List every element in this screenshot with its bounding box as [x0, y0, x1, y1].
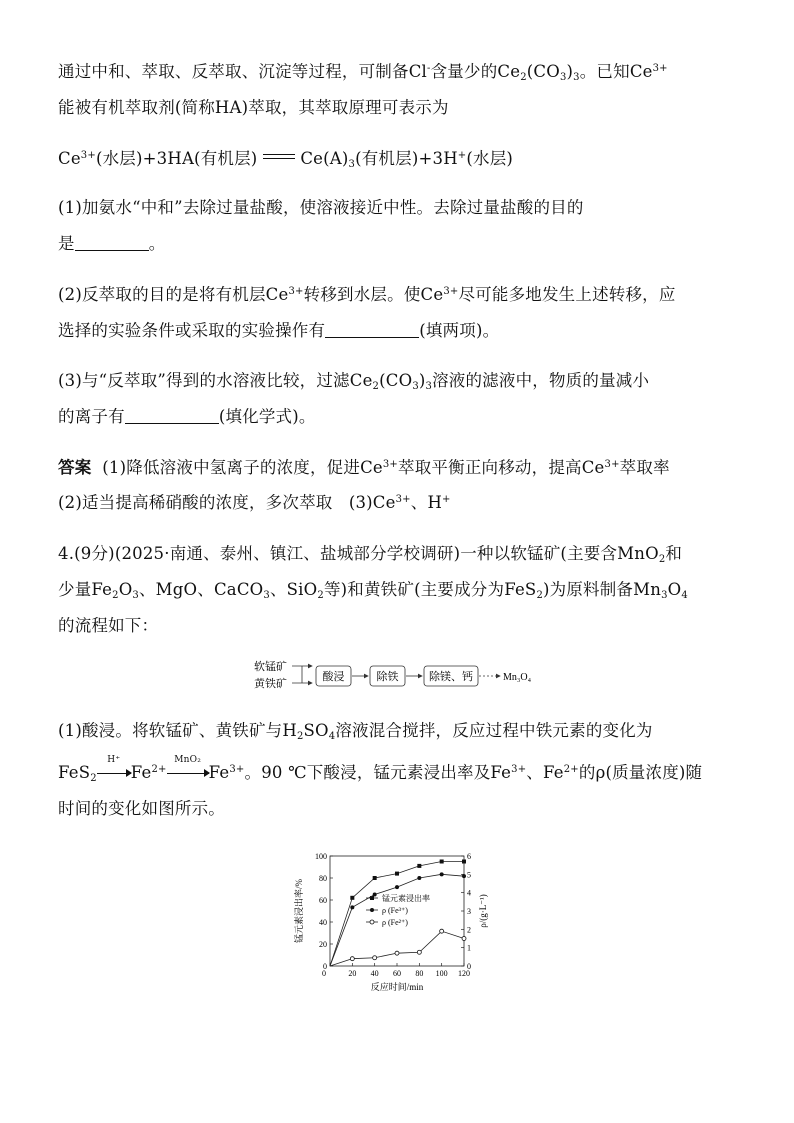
q41-line-2 — [58, 755, 703, 784]
p4-line-1 — [58, 540, 682, 565]
data-point-filled — [373, 893, 377, 897]
sub: 2 — [520, 72, 527, 83]
sup: 3+ — [80, 150, 96, 161]
intro-text: 能被有机萃取剂(简称HA)萃取，其萃取原理可表示为 — [58, 98, 449, 117]
y2-tick-label: 6 — [467, 852, 471, 861]
data-point-square — [373, 876, 377, 880]
y2-tick-label: 4 — [467, 888, 471, 898]
p4-text: 、MgO、CaCO — [138, 580, 264, 599]
q41-line-3 — [58, 795, 225, 819]
q2-text: 选择的实验条件或采取的实验操作有 — [58, 321, 326, 340]
data-point-open — [440, 929, 444, 933]
answer-blank[interactable] — [125, 409, 219, 424]
eq-text: Ce — [58, 149, 81, 168]
sup: 2+ — [563, 764, 579, 775]
q3-text: 的离子有 — [58, 407, 125, 426]
answer-text: 萃取平衡正向移动，提高Ce — [398, 458, 605, 477]
series-line — [330, 931, 464, 966]
sub: 2 — [536, 590, 543, 601]
q41-text: (1)酸浸。将软锰矿、黄铁矿与H — [58, 721, 297, 740]
q2-text: 尽可能多地发生上述转移，应 — [458, 285, 676, 304]
q41-line-1 — [58, 717, 653, 742]
reaction-arrow — [167, 755, 209, 780]
answer-text: (1)降低溶液中氢离子的浓度，促进Ce — [102, 458, 383, 477]
q41-text: Fe — [208, 763, 230, 782]
answer-line-1 — [58, 454, 670, 478]
data-point-filled — [440, 872, 444, 876]
p4-text: O — [667, 580, 682, 599]
sup: 3+ — [443, 286, 459, 297]
intro-text: 通过中和、萃取、反萃取、沉淀等过程，可制备Cl — [58, 62, 428, 81]
data-point-square — [395, 872, 399, 876]
sub: 3 — [412, 381, 419, 392]
y2-tick-label: 3 — [467, 907, 471, 916]
q2-text: 转移到水层。使Ce — [303, 285, 444, 304]
sub: 2 — [372, 381, 380, 392]
sup: 3+ — [229, 764, 245, 775]
sub: 4 — [681, 590, 688, 601]
flow-product: Mn₃O₄ — [503, 672, 532, 683]
y-tick-label: 80 — [319, 874, 327, 883]
sub: 2 — [317, 590, 324, 601]
flow-step-1: 酸浸 — [322, 671, 345, 683]
sub: 3 — [559, 72, 567, 83]
q3-text: (CO — [379, 371, 413, 390]
x-tick-label: 40 — [370, 969, 379, 978]
flow-input-1: 软锰矿 — [254, 661, 287, 673]
answer-blank[interactable] — [75, 236, 149, 251]
flow-step-2: 除铁 — [376, 671, 399, 683]
x-tick-label: 120 — [458, 969, 470, 978]
y2-tick-label: 2 — [467, 925, 471, 935]
x-tick-label: 80 — [415, 969, 424, 978]
sub: 2 — [658, 554, 666, 565]
sub: 3 — [425, 381, 433, 392]
intro-text: 。已知Ce — [579, 62, 653, 81]
sup: 3+ — [511, 764, 527, 775]
y-tick-label: 0 — [323, 962, 327, 971]
sub: 3 — [132, 590, 139, 601]
q41-text: 。90 ℃下酸浸，锰元素浸出率及Fe — [244, 763, 512, 782]
sup: 3+ — [604, 459, 620, 470]
p4-text: 等)和黄铁矿(主要成分为FeS — [323, 580, 537, 599]
x-tick-label: 100 — [435, 969, 448, 978]
answer-text: (3)Ce — [348, 493, 396, 512]
q41-text: 时间的变化如图所示。 — [58, 799, 225, 818]
q41-text: 的ρ(质量浓度)随 — [578, 763, 703, 782]
answer-text: (2)适当提高稀硝酸的浓度，多次萃取 — [58, 493, 333, 512]
q3-line-1 — [58, 367, 649, 392]
q2-text: (填两项)。 — [419, 321, 500, 340]
y-tick-label: 100 — [315, 852, 327, 861]
p4-text: 和 — [665, 544, 683, 563]
sup: + — [457, 150, 467, 161]
answer-line-2 — [58, 489, 451, 513]
sub: 4 — [328, 731, 336, 742]
q41-text: 、Fe — [526, 763, 564, 782]
reaction-arrow — [97, 755, 131, 780]
arrow-label: MnO₂ — [174, 755, 202, 765]
data-point-open — [350, 957, 354, 961]
eq-text: Ce(A) — [300, 149, 349, 168]
data-point-square — [440, 860, 444, 864]
p4-text: 的流程如下： — [58, 616, 159, 635]
y2-axis-label: ρ/(g·L⁻¹) — [478, 894, 488, 928]
sub: 3 — [661, 590, 668, 601]
sup: 3+ — [382, 459, 399, 470]
flow-step-3: 除镁、钙 — [429, 671, 473, 683]
data-point-filled — [462, 874, 466, 878]
q2-line-1 — [58, 281, 676, 305]
q41-text: SO — [303, 721, 329, 740]
y2-tick-label: 5 — [467, 870, 471, 880]
y-axis-label: 锰元素浸出率/% — [294, 879, 304, 943]
answer-text: 萃取率 — [619, 458, 670, 477]
intro-line-1 — [58, 58, 668, 83]
q1-line-1 — [58, 194, 584, 218]
data-point-open — [462, 937, 466, 941]
y2-tick-label: 1 — [467, 943, 471, 953]
q3-text: 溶液的滤液中，物质的量减小 — [432, 371, 650, 390]
sub: 3 — [348, 159, 356, 170]
q1-line-2 — [58, 230, 165, 254]
data-point-square — [462, 860, 466, 864]
p4-text: 4.(9分)(2025·南通、泰州、镇江、盐城部分学校调研)一种以软锰矿(主要含MnO — [58, 544, 659, 563]
q3-line-2 — [58, 403, 316, 427]
data-point-open — [373, 956, 377, 960]
p4-text: )为原料制备Mn — [543, 580, 662, 599]
q41-text: 溶液混合搅拌，反应过程中铁元素的变化为 — [335, 721, 653, 740]
p4-text: O — [118, 580, 133, 599]
sub: 2 — [112, 590, 119, 601]
equation — [58, 145, 513, 170]
answer-label: 答案 — [58, 458, 92, 477]
q2-line-2 — [58, 317, 499, 341]
process-flow-diagram — [250, 656, 550, 696]
intro-line-2 — [58, 94, 449, 118]
sup: + — [442, 494, 451, 505]
legend-label: ρ (Fe²⁺) — [382, 918, 408, 927]
legend-marker — [370, 908, 374, 912]
arrow-label: H⁺ — [107, 755, 121, 765]
x-tick-label: 60 — [393, 969, 401, 978]
eq-text: (有机层)+3H — [355, 149, 458, 168]
sub: 3 — [263, 590, 270, 601]
q41-text: FeS — [58, 763, 91, 782]
p4-line-2 — [58, 576, 688, 601]
y-tick-label: 20 — [319, 940, 327, 949]
data-point-square — [417, 864, 421, 868]
sub: 2 — [90, 773, 97, 784]
intro-text: 含量少的Ce — [430, 62, 521, 81]
y-tick-label: 40 — [319, 918, 327, 927]
data-point-square — [350, 896, 354, 900]
sub: 3 — [573, 72, 580, 83]
x-axis-label: 反应时间/min — [370, 982, 424, 992]
data-point-open — [417, 950, 421, 954]
x-tick-label: 20 — [348, 969, 357, 978]
sup: 3+ — [395, 494, 411, 505]
intro-text: (CO — [526, 62, 560, 81]
intro-text: ) — [566, 62, 574, 81]
data-point-open — [395, 951, 399, 955]
answer-text: 、H — [410, 493, 443, 512]
equilibrium-sign — [263, 152, 295, 162]
data-point-filled — [350, 905, 354, 909]
legend-label: ρ (Fe³⁺) — [382, 906, 408, 915]
p4-text: 少量Fe — [58, 580, 113, 599]
sup: - — [427, 63, 431, 74]
q3-text: ) — [418, 371, 426, 390]
p4-line-3 — [58, 612, 158, 636]
eq-text: (水层) — [466, 149, 514, 168]
y-tick-label: 60 — [319, 896, 327, 905]
flow-input-2: 黄铁矿 — [254, 678, 287, 690]
data-point-filled — [417, 876, 421, 880]
q1-text: (1)加氨水“中和”去除过量盐酸，使溶液接近中性。去除过量盐酸的目的 — [58, 198, 584, 217]
q1-text: 。 — [148, 234, 166, 253]
eq-text: (水层)+3HA(有机层) — [95, 149, 258, 168]
legend-marker — [370, 920, 374, 924]
p4-text: 、SiO — [269, 580, 318, 599]
leaching-chart — [292, 848, 492, 998]
sub: 2 — [296, 731, 304, 742]
legend-label: 锰元素浸出率 — [382, 894, 430, 903]
q3-text: (3)与“反萃取”得到的水溶液比较，过滤Ce — [58, 371, 373, 390]
y2-tick-label: 0 — [467, 962, 471, 971]
q1-text: 是 — [58, 234, 75, 253]
q3-text: (填化学式)。 — [218, 407, 316, 426]
q41-text: Fe — [130, 763, 152, 782]
sup: 3+ — [288, 286, 304, 297]
x-tick-label: 0 — [322, 969, 326, 978]
q2-text: (2)反萃取的目的是将有机层Ce — [58, 285, 289, 304]
sup: 2+ — [151, 764, 167, 775]
answer-blank[interactable] — [325, 323, 419, 338]
sup: 3+ — [652, 63, 668, 74]
data-point-filled — [395, 885, 399, 889]
